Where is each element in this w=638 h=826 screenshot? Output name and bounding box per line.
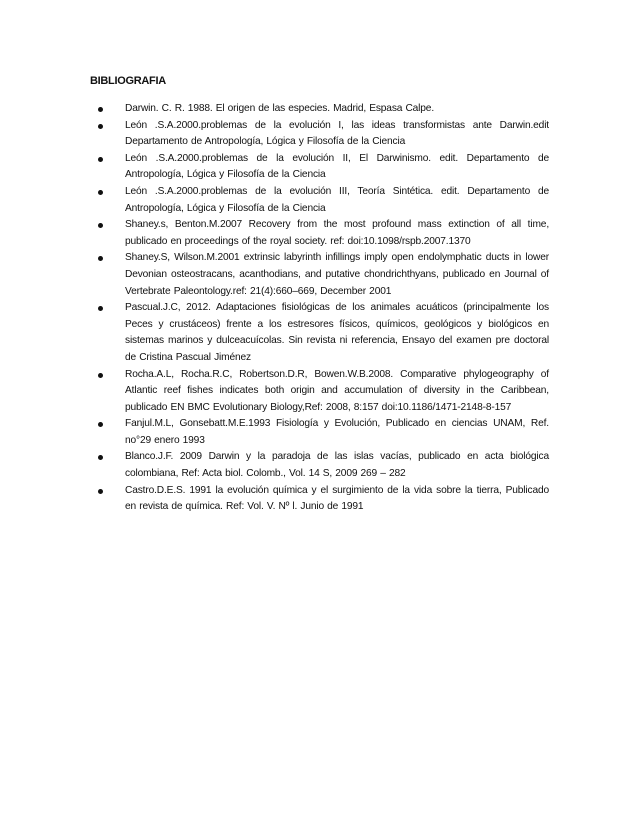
reference-item [96, 449, 549, 482]
reference-item [96, 300, 549, 366]
reference-text: Shaney.S, Wilson.M.2001 extrinsic labyrinth infillings imply open endolymphatic ducts in lower Devonian osteostracans, acanthodians, and putative chondrichthyans, publicado en Journal of Vertebrate Paleontology.ref: 21(4):660–669, December 2001 [125, 252, 549, 297]
bullet-icon [98, 256, 103, 261]
reference-item [96, 483, 549, 516]
bullet-icon [98, 455, 103, 460]
reference-item [96, 416, 549, 449]
reference-text: Blanco.J.F. 2009 Darwin y la paradoja de las islas vacías, publicado en acta biológica colombiana, Ref: Acta biol. Colomb., Vol. 14 S, 2009 269 – 282 [125, 451, 549, 480]
bibliography-heading: BIBLIOGRAFIA [90, 75, 166, 87]
reference-text: Shaney.s, Benton.M.2007 Recovery from the most profound mass extinction of all time, publicado en proceedings of the royal society. ref: doi:10.1098/rspb.2007.1370 [125, 219, 549, 247]
reference-item [96, 118, 549, 151]
bullet-icon [98, 223, 103, 228]
reference-text: León .S.A.2000.problemas de la evolución III, Teoría Sintética. edit. Departamento de Antropología, Lógica y Filosofía de la Ciencia [125, 185, 549, 214]
bullet-icon [98, 422, 103, 427]
bullet-icon [98, 190, 103, 195]
reference-text: León .S.A.2000.problemas de la evolución I, las ideas transformistas ante Darwin.edit Departamento de Antropología, Lógica y Filosofía de la Ciencia [125, 119, 549, 148]
bullet-icon [98, 107, 103, 112]
reference-text: Darwin. C. R. 1988. El origen de las especies. Madrid, Espasa Calpe. [125, 103, 435, 114]
reference-text: Fanjul.M.L, Gonsebatt.M.E.1993 Fisiología y Evolución, Publicado en ciencias UNAM, Ref. no°29 enero 1993 [125, 418, 549, 446]
bullet-icon [98, 373, 103, 378]
reference-item [96, 184, 549, 217]
reference-item [96, 101, 549, 118]
reference-text: Pascual.J.C, 2012. Adaptaciones fisiológicas de los animales acuáticos (principalmente los Peces y crustáceos) frente a los estresores físicos, químicos, geológicos y biológicos en sistemas marinos y dulceacuícolas. Sin revista ni referencia, Ensayo del examen pre doctoral de Cristina Pascual Jiménez [125, 302, 549, 363]
reference-text: Castro.D.E.S. 1991 la evolución química y el surgimiento de la vida sobre la tierra, Publicado en revista de química. Ref: Vol. V. Nº l. Junio de 1991 [125, 484, 549, 513]
bullet-icon [98, 306, 103, 311]
reference-item [96, 151, 549, 184]
reference-list [96, 101, 549, 516]
reference-item [96, 250, 549, 300]
bullet-icon [98, 157, 103, 162]
reference-item [96, 367, 549, 417]
reference-text: Rocha.A.L, Rocha.R.C, Robertson.D.R, Bowen.W.B.2008. Comparative phylogeography of Atlantic reef fishes indicates both origin and accumulation of diversity in the Caribbean, publicado EN BMC Evolutionary Biology,Ref: 2008, 8:157 doi:10.1186/1471-2148-8-157 [125, 368, 549, 413]
bullet-icon [98, 124, 103, 129]
reference-text: León .S.A.2000.problemas de la evolución II, El Darwinismo. edit. Departamento de Antropología, Lógica y Filosofía de la Ciencia [125, 152, 549, 181]
bullet-icon [98, 489, 103, 494]
reference-item [96, 217, 549, 250]
